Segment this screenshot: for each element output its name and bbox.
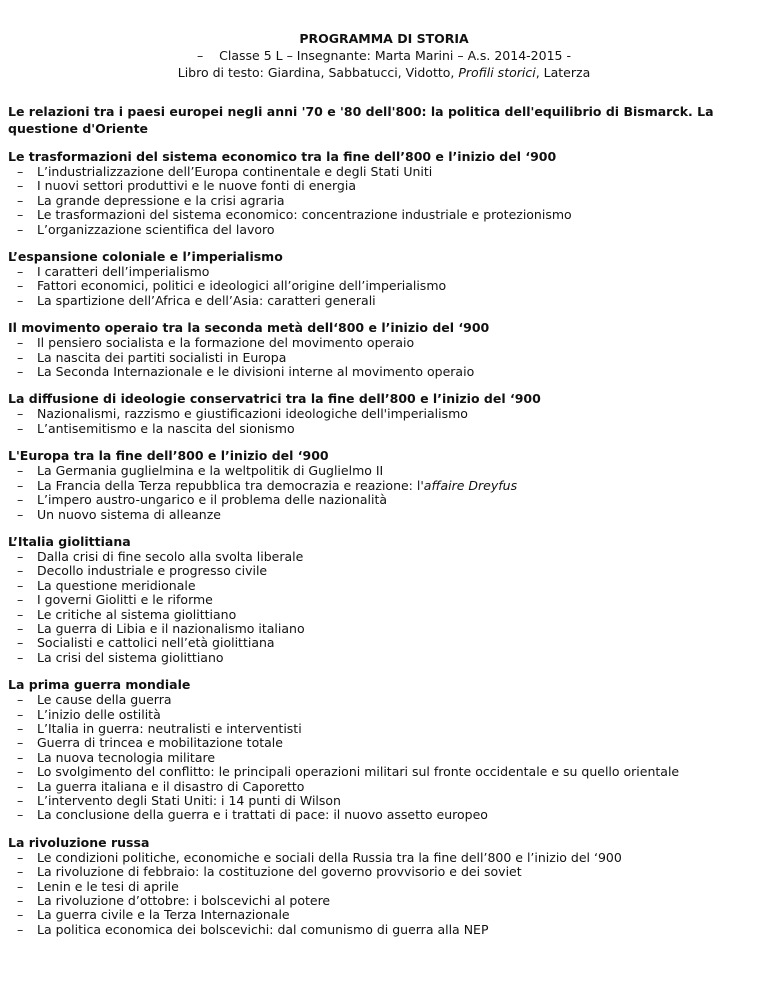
syllabus-section xyxy=(8,319,739,379)
topic-item xyxy=(14,208,739,222)
topic-text: L’inizio delle ostilità xyxy=(37,706,161,722)
syllabus-content xyxy=(8,103,739,948)
topic-item xyxy=(14,165,739,179)
topic-text: Le critiche al sistema giolittiano xyxy=(37,606,237,622)
topic-text: L’impero austro-ungarico e il problema delle nazionalità xyxy=(37,492,388,508)
topic-text: La conclusione della guerra e i trattati di pace: il nuovo assetto europeo xyxy=(37,807,488,823)
topic-item xyxy=(14,851,739,865)
section-title: La prima guerra mondiale xyxy=(8,677,191,693)
topic-item xyxy=(14,464,739,478)
topic-item xyxy=(14,923,739,937)
topic-text: La nuova tecnologia militare xyxy=(37,749,216,765)
class-teacher-line xyxy=(0,47,768,64)
topic-text: Un nuovo sistema di alleanze xyxy=(37,506,221,522)
textbook-publisher: , Laterza xyxy=(535,65,591,80)
document-title: PROGRAMMA DI STORIA xyxy=(299,31,469,46)
topic-item xyxy=(14,351,739,365)
topic-item xyxy=(14,894,739,908)
topic-item xyxy=(14,593,739,607)
topic-item xyxy=(14,651,739,665)
topic-text: Le condizioni politiche, economiche e sociali della Russia tra la fine dell’800 e l’inizio del ‘900 xyxy=(37,849,622,865)
topic-text: La questione meridionale xyxy=(37,577,196,593)
section-title: L’Italia giolittiana xyxy=(8,533,131,549)
topic-item xyxy=(14,722,739,736)
topic-text: Guerra di trincea e mobilitazione totale xyxy=(37,735,283,751)
topic-item xyxy=(14,794,739,808)
topic-text: Decollo industriale e progresso civile xyxy=(37,563,268,579)
topic-item xyxy=(14,194,739,208)
topic-text: L’industrializzazione dell’Europa continentale e degli Stati Uniti xyxy=(37,164,433,179)
topic-item xyxy=(14,751,739,765)
section-title: Le relazioni tra i paesi europei negli anni '70 e '80 dell'800: la politica dell'equilibrio di Bismarck. La questione d'Oriente xyxy=(8,104,714,136)
topic-list xyxy=(14,336,739,379)
section-title: L’espansione coloniale e l’imperialismo xyxy=(8,249,283,265)
syllabus-section xyxy=(8,676,739,823)
class-line-dash: – xyxy=(197,48,204,63)
textbook-title: Profili storici xyxy=(458,65,536,80)
topic-text: I governi Giolitti e le riforme xyxy=(37,592,213,608)
textbook-authors: Libro di testo: Giardina, Sabbatucci, Vidotto, xyxy=(177,65,455,80)
topic-text: Dalla crisi di fine secolo alla svolta liberale xyxy=(37,548,304,564)
topic-item xyxy=(14,564,739,578)
topic-list xyxy=(14,265,739,308)
topic-list xyxy=(14,165,739,237)
topic-list xyxy=(14,550,739,665)
topic-item xyxy=(14,407,739,421)
topic-text: La spartizione dell’Africa e dell’Asia: caratteri generali xyxy=(37,292,376,308)
topic-text: La guerra di Libia e il nazionalismo italiano xyxy=(37,620,305,636)
syllabus-section xyxy=(8,390,739,436)
section-title: L'Europa tra la fine dell’800 e l’inizio del ‘900 xyxy=(8,448,329,464)
topic-text: La Seconda Internazionale e le divisioni interne al movimento operaio xyxy=(37,364,475,380)
topic-text: Fattori economici, politici e ideologici all’origine dell’imperialismo xyxy=(37,278,447,294)
topic-text: Le trasformazioni del sistema economico: concentrazione industriale e protezionismo xyxy=(37,207,572,223)
topic-item xyxy=(14,479,739,493)
topic-item xyxy=(14,622,739,636)
topic-item xyxy=(14,223,739,237)
section-title: La rivoluzione russa xyxy=(8,834,150,850)
topic-text: La nascita dei partiti socialisti in Europa xyxy=(37,349,287,365)
syllabus-section xyxy=(8,248,739,308)
topic-text: Nazionalismi, razzismo e giustificazioni ideologiche dell'imperialismo xyxy=(37,406,468,422)
topic-item xyxy=(14,493,739,507)
syllabus-section xyxy=(8,148,739,237)
topic-list xyxy=(14,693,739,823)
topic-item xyxy=(14,908,739,922)
topic-text: L’organizzazione scientifica del lavoro xyxy=(37,221,275,237)
topic-item xyxy=(14,865,739,879)
topic-text: L’Italia in guerra: neutralisti e interventisti xyxy=(37,720,302,736)
syllabus-section xyxy=(8,447,739,522)
topic-item xyxy=(14,636,739,650)
topic-item xyxy=(14,336,739,350)
topic-item xyxy=(14,294,739,308)
topic-text: L’intervento degli Stati Uniti: i 14 punti di Wilson xyxy=(37,793,341,808)
topic-list xyxy=(14,464,739,522)
topic-item xyxy=(14,608,739,622)
topic-text: La Germania guglielmina e la weltpolitik di Guglielmo II xyxy=(37,463,384,479)
topic-text: La guerra italiana e il disastro di Caporetto xyxy=(37,778,305,794)
topic-text: La grande depressione e la crisi agraria xyxy=(37,192,285,208)
topic-text: I caratteri dell’imperialismo xyxy=(37,264,210,280)
section-title: La diffusione di ideologie conservatrici tra la fine dell’800 e l’inizio del ‘900 xyxy=(8,391,541,407)
topic-item xyxy=(14,265,739,279)
syllabus-section xyxy=(8,103,739,137)
topic-item xyxy=(14,550,739,564)
document-header xyxy=(0,30,768,81)
topic-item xyxy=(14,422,739,436)
topic-text: La rivoluzione di febbraio: la costituzione del governo provvisorio e dei soviet xyxy=(37,864,522,880)
topic-item xyxy=(14,508,739,522)
topic-text: L’antisemitismo e la nascita del sionismo xyxy=(37,420,295,436)
topic-text: I nuovi settori produttivi e le nuove fonti di energia xyxy=(37,178,357,194)
syllabus-section xyxy=(8,834,739,937)
topic-item xyxy=(14,765,739,779)
section-title: Le trasformazioni del sistema economico tra la fine dell’800 e l’inizio del ‘900 xyxy=(8,149,557,164)
textbook-line xyxy=(0,64,768,81)
topic-text: Il pensiero socialista e la formazione del movimento operaio xyxy=(37,335,415,351)
section-title: Il movimento operaio tra la seconda metà dell‘800 e l’inizio del ‘900 xyxy=(8,320,490,336)
topic-text: La crisi del sistema giolittiano xyxy=(37,649,224,665)
syllabus-section xyxy=(8,533,739,665)
class-teacher-text: Classe 5 L – Insegnante: Marta Marini – A.s. 2014-2015 - xyxy=(219,48,571,63)
topic-text: La guerra civile e la Terza Internazionale xyxy=(37,907,290,923)
topic-text: Le cause della guerra xyxy=(37,692,172,708)
topic-text: Socialisti e cattolici nell’età giolittiana xyxy=(37,635,275,651)
topic-text: La rivoluzione d’ottobre: i bolscevichi al potere xyxy=(37,893,331,909)
topic-item xyxy=(14,365,739,379)
topic-item xyxy=(14,708,739,722)
topic-text: Lo svolgimento del conflitto: le principali operazioni militari sul fronte occidentale e su quello orientale xyxy=(37,764,680,780)
topic-item xyxy=(14,808,739,822)
topic-item xyxy=(14,880,739,894)
topic-item xyxy=(14,693,739,707)
topic-item xyxy=(14,279,739,293)
topic-item xyxy=(14,780,739,794)
topic-item xyxy=(14,179,739,193)
topic-item xyxy=(14,736,739,750)
topic-list xyxy=(14,851,739,937)
topic-text: La politica economica dei bolscevichi: dal comunismo di guerra alla NEP xyxy=(37,921,489,937)
topic-list xyxy=(14,407,739,436)
topic-text: La Francia della Terza repubblica tra democrazia e reazione: l' xyxy=(37,477,424,493)
topic-italic-text: affaire Dreyfus xyxy=(423,477,518,493)
topic-item xyxy=(14,579,739,593)
topic-text: Lenin e le tesi di aprile xyxy=(37,878,179,894)
